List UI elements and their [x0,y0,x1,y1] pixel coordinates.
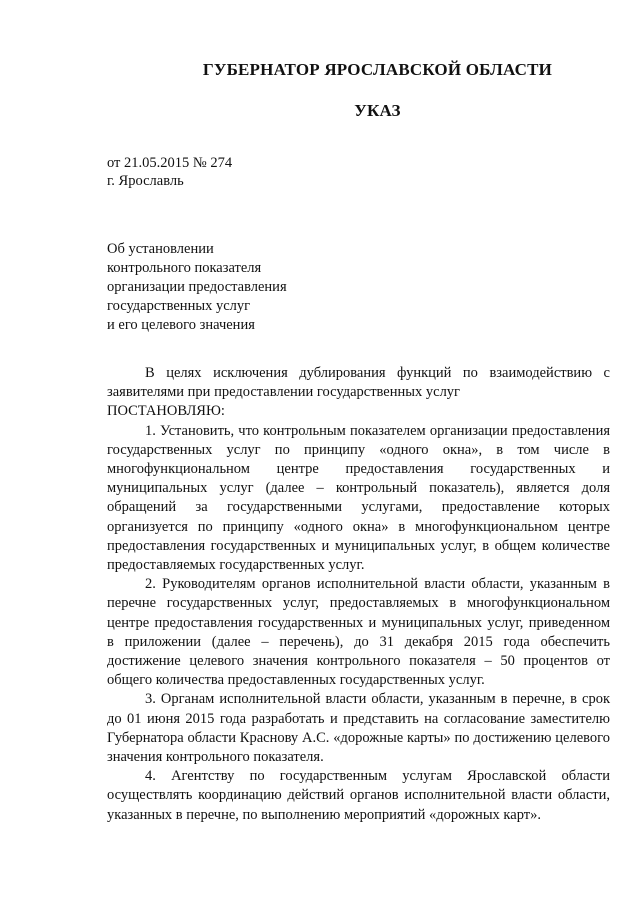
document-meta [107,154,232,190]
clause-3: 3. Органам исполнительной власти области, указанным в перечне, в срок до 01 июня 2015 года разработать и представить на согласование заместителю Губернатора области Краснову А.С. «дорожные карты» по достижению целевого значения контрольного показателя. [107,691,610,766]
city: г. Ярославль [107,173,184,189]
authority-title: ГУБЕРНАТОР ЯРОСЛАВСКОЙ ОБЛАСТИ [202,60,553,79]
date-number: от 21.05.2015 № 274 [107,155,233,171]
document-type-title: УКАЗ [354,101,401,120]
resolve-line: ПОСТАНОВЛЯЮ: [107,403,225,420]
subject-line: государственных услуг [107,298,251,314]
clause-1: 1. Установить, что контрольным показателем организации предоставления государственных услуг по принципу «одного окна», в том числе в многофункциональном центре предоставления государственных и муниципальных услуг (далее – контрольный показатель), является доля обращений за государственными услугами, предоставление которых организуется по принципу «одного окна» в многофункциональном центре предоставления государственных и муниципальных услуг, в общем количестве предоставляемых государственных услуг. [107,422,610,574]
preamble-paragraph: В целях исключения дублирования функций по взаимодействию с заявителями при предоставлении государственных услуг [107,365,610,401]
subject-line: Об установлении [107,241,214,257]
subject-line: контрольного показателя [107,260,262,276]
subject-line: организации предоставления [107,279,287,295]
clause-2: 2. Руководителям органов исполнительной власти области, указанным в перечне государственных услуг, предоставляемых в многофункциональном центре предоставления государственных и муниципальных услуг, приведенном в приложении (далее – перечень), до 31 декабря 2015 года обеспечить достижение целевого значения контрольного показателя – 50 процентов от общего количества предоставленных государственных услуг. [107,576,610,689]
document-body [107,364,610,825]
subject-line: и его целевого значения [107,317,255,333]
clause-4: 4. Агентству по государственным услугам Ярославской области осуществлять координацию действий органов исполнительной власти области, указанных в перечне, по выполнению мероприятий «дорожных карт». [107,768,610,823]
document-subject [107,240,287,335]
